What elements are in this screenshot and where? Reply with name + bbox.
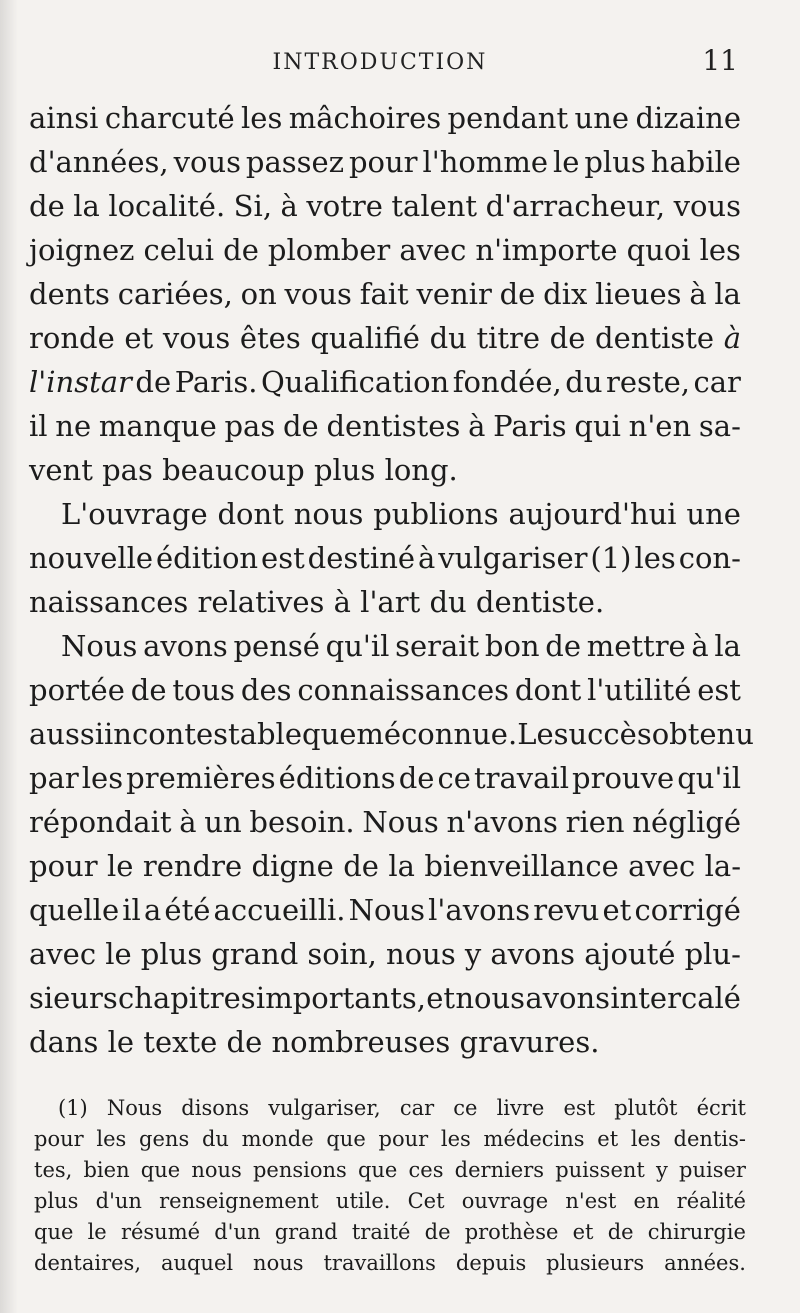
- word: passez: [245, 145, 344, 179]
- word: mâchoires: [288, 101, 442, 135]
- word: en: [633, 1189, 660, 1213]
- word: dix: [543, 277, 588, 311]
- word: la: [714, 629, 741, 663]
- text-line: [29, 1020, 741, 1064]
- word: nous: [293, 497, 364, 531]
- body-text: [29, 96, 754, 1064]
- word: importants,: [255, 981, 426, 1015]
- word: fait: [359, 277, 409, 311]
- word: les: [440, 1127, 471, 1151]
- word: n'avons: [446, 805, 558, 839]
- word: mettre: [586, 629, 686, 663]
- word: dentis-: [673, 1127, 746, 1151]
- word: pensé: [233, 629, 320, 663]
- word: méconnue.: [356, 717, 518, 751]
- word: d'arracheur,: [485, 189, 666, 223]
- word: et: [426, 981, 456, 1015]
- word: avec: [29, 937, 97, 971]
- word: réalité: [676, 1189, 746, 1213]
- word: des: [240, 673, 292, 707]
- word: ce: [453, 1096, 478, 1120]
- word: corrigé: [634, 893, 741, 927]
- word: vulgariser: [438, 541, 588, 575]
- word: lieues: [595, 277, 682, 311]
- word: fondée,: [452, 365, 562, 399]
- word: avec: [399, 233, 467, 267]
- word: on: [240, 277, 277, 311]
- word: chirurgie: [647, 1220, 746, 1244]
- word: bon: [484, 629, 540, 663]
- word: de: [135, 365, 172, 399]
- word: avons: [490, 937, 576, 971]
- word: relatives: [197, 585, 325, 619]
- word: grand: [274, 1220, 338, 1244]
- word: intercalé: [610, 981, 741, 1015]
- word: a: [143, 893, 162, 927]
- word: été: [164, 893, 211, 927]
- text-line: [29, 140, 741, 184]
- word: et: [572, 1220, 594, 1244]
- word: l'utilité: [587, 673, 692, 707]
- word: car: [399, 1096, 435, 1120]
- word: est: [563, 1096, 596, 1120]
- text-line: [29, 624, 741, 668]
- word: une: [574, 101, 630, 135]
- word: est: [261, 541, 305, 575]
- text-line: [29, 228, 741, 272]
- word: sieurs: [29, 981, 118, 1015]
- word: quoi: [626, 233, 691, 267]
- word: que: [302, 717, 357, 751]
- word: les: [241, 101, 283, 135]
- word: depuis: [455, 1251, 527, 1275]
- word: vous: [162, 321, 231, 355]
- word: négligé: [632, 805, 741, 839]
- word: ajouté: [584, 937, 676, 971]
- word: vous: [173, 145, 241, 179]
- word: et: [597, 1127, 619, 1151]
- text-line: [29, 888, 741, 932]
- word: ainsi: [29, 101, 99, 135]
- word: vulgariser,: [268, 1096, 381, 1120]
- word: plomber: [267, 233, 391, 267]
- word: plus: [140, 937, 203, 971]
- word: est: [697, 673, 741, 707]
- word: n'en: [628, 409, 692, 443]
- footnote-line: [34, 1186, 746, 1217]
- word: ne: [55, 409, 92, 443]
- word: dentistes: [326, 409, 461, 443]
- word: talent: [391, 189, 478, 223]
- word: que: [326, 1127, 366, 1151]
- text-line: [29, 448, 741, 492]
- word: L'ouvrage: [61, 497, 208, 531]
- text-line: [29, 536, 741, 580]
- word: rendre: [142, 849, 243, 883]
- word: d'un: [95, 1189, 142, 1213]
- word: les: [630, 1127, 661, 1151]
- word: auquel: [160, 1251, 234, 1275]
- word: de: [398, 761, 435, 795]
- word: dans: [29, 1025, 99, 1059]
- word: de: [343, 849, 379, 883]
- word: de: [223, 233, 259, 267]
- word: de: [424, 1220, 451, 1244]
- word: qu'il: [325, 629, 390, 663]
- word: aussi: [29, 717, 105, 751]
- word: de: [29, 189, 65, 223]
- word: et: [602, 893, 632, 927]
- word: beaucoup: [162, 453, 305, 487]
- word: dentiste.: [475, 585, 605, 619]
- word: y: [656, 1158, 668, 1182]
- word: incontestable: [104, 717, 302, 751]
- word: plusieurs: [546, 1251, 645, 1275]
- word: revu: [533, 893, 600, 927]
- word: bien: [83, 1158, 130, 1182]
- word: la-: [704, 849, 741, 883]
- word: avons: [525, 981, 611, 1015]
- word: joignez: [29, 233, 135, 267]
- word: de: [130, 673, 167, 707]
- word: connaissances: [297, 673, 510, 707]
- word: à: [418, 541, 436, 575]
- word: édition: [156, 541, 259, 575]
- word: il: [29, 409, 48, 443]
- word: l'homme: [422, 145, 549, 179]
- text-line: [29, 580, 741, 624]
- word: quelle: [29, 893, 120, 927]
- word: de: [499, 277, 536, 311]
- word: écrit: [696, 1096, 746, 1120]
- word: manque: [98, 409, 217, 443]
- text-line: [29, 316, 741, 360]
- word: plus: [34, 1189, 79, 1213]
- word: que: [357, 1158, 398, 1182]
- word: grand: [211, 937, 299, 971]
- word: de: [545, 629, 582, 663]
- word: à: [723, 321, 741, 355]
- word: l'art: [360, 585, 421, 619]
- word: et: [124, 321, 154, 355]
- word: qu'il: [677, 761, 741, 795]
- word: Nous: [106, 1096, 163, 1120]
- text-line: [29, 800, 741, 844]
- word: qui: [574, 409, 621, 443]
- word: succès: [553, 717, 652, 751]
- word: de: [226, 1025, 263, 1059]
- text-line: [29, 272, 741, 316]
- text-line: [29, 360, 741, 404]
- word: du: [429, 321, 467, 355]
- word: long.: [384, 453, 458, 487]
- word: y: [464, 937, 482, 971]
- page-number: 11: [702, 44, 738, 77]
- word: les: [699, 233, 741, 267]
- text-line: [29, 932, 741, 976]
- word: dentiste: [595, 321, 715, 355]
- word: Le: [517, 717, 554, 751]
- word: l'avons: [428, 893, 531, 927]
- word: reste,: [606, 365, 690, 399]
- word: besoin.: [249, 805, 355, 839]
- word: dont: [217, 497, 284, 531]
- word: dentaires,: [34, 1251, 141, 1275]
- word: un: [204, 805, 242, 839]
- word: plus: [584, 145, 646, 179]
- word: il: [122, 893, 141, 927]
- word: puiser: [679, 1158, 746, 1182]
- word: nous: [455, 981, 526, 1015]
- word: pensions: [252, 1158, 347, 1182]
- word: dents: [29, 277, 110, 311]
- word: habile: [650, 145, 741, 179]
- word: l'instar: [29, 365, 132, 399]
- word: serait: [395, 629, 480, 663]
- word: nous: [386, 937, 456, 971]
- word: nous: [253, 1251, 304, 1275]
- word: à: [280, 189, 298, 223]
- footnote-line: [34, 1248, 746, 1279]
- word: dizaine: [635, 101, 741, 135]
- word: localité.: [108, 189, 226, 223]
- text-line: [29, 96, 741, 140]
- word: Paris: [493, 409, 567, 443]
- word: travaillons: [323, 1251, 436, 1275]
- footnote-line: [34, 1093, 746, 1124]
- word: du: [429, 585, 467, 619]
- word: à: [468, 409, 486, 443]
- text-line: [29, 404, 741, 448]
- word: soin,: [307, 937, 377, 971]
- word: résumé: [120, 1220, 201, 1244]
- word: de: [549, 321, 586, 355]
- word: n'est: [565, 1189, 617, 1213]
- word: celui: [143, 233, 215, 267]
- word: pas: [102, 453, 153, 487]
- word: le: [552, 145, 580, 179]
- word: gravures.: [459, 1025, 600, 1059]
- footnote-line: [34, 1155, 746, 1186]
- text-line: [29, 492, 741, 536]
- word: le: [107, 1025, 135, 1059]
- word: les: [634, 541, 676, 575]
- word: plus: [313, 453, 376, 487]
- word: Si,: [233, 189, 273, 223]
- text-line: [29, 976, 741, 1020]
- word: prothèse: [464, 1220, 559, 1244]
- word: (1): [590, 541, 632, 575]
- word: Qualification: [260, 365, 450, 399]
- word: les: [96, 1127, 127, 1151]
- word: vent: [29, 453, 93, 487]
- word: charcuté: [104, 101, 235, 135]
- word: à: [179, 805, 197, 839]
- word: ouvrage: [461, 1189, 549, 1213]
- word: avons: [143, 629, 228, 663]
- text-line: [29, 184, 741, 228]
- word: pour: [378, 1127, 429, 1151]
- word: publions: [373, 497, 499, 531]
- text-line: [29, 712, 754, 756]
- text-line: [29, 844, 741, 888]
- word: d'années,: [29, 145, 169, 179]
- word: répondait: [29, 805, 172, 839]
- word: derniers: [454, 1158, 545, 1182]
- word: texte: [143, 1025, 218, 1059]
- word: avec: [628, 849, 696, 883]
- word: le: [106, 849, 134, 883]
- word: plutôt: [614, 1096, 678, 1120]
- word: à: [689, 277, 707, 311]
- word: pas: [224, 409, 276, 443]
- word: vous: [284, 277, 352, 311]
- word: du: [565, 365, 603, 399]
- word: dont: [514, 673, 582, 707]
- word: une: [686, 497, 741, 531]
- word: pendant: [447, 101, 569, 135]
- word: traité: [351, 1220, 411, 1244]
- word: éditions: [278, 761, 396, 795]
- word: le: [87, 1220, 107, 1244]
- word: années.: [664, 1251, 746, 1275]
- word: êtes: [239, 321, 301, 355]
- footnote-line: [34, 1217, 746, 1248]
- word: gens: [139, 1127, 190, 1151]
- word: de: [282, 409, 319, 443]
- word: vous: [673, 189, 741, 223]
- word: travail: [473, 761, 569, 795]
- word: médecins: [483, 1127, 585, 1151]
- word: accueilli.: [213, 893, 346, 927]
- word: ces: [408, 1158, 444, 1182]
- word: prouve: [572, 761, 675, 795]
- word: Cet: [407, 1189, 445, 1213]
- word: Nous: [362, 805, 439, 839]
- word: sa-: [698, 409, 741, 443]
- word: que: [34, 1220, 74, 1244]
- word: chapitres: [118, 981, 256, 1015]
- word: con-: [678, 541, 741, 575]
- word: (1): [58, 1096, 88, 1120]
- word: plu-: [684, 937, 741, 971]
- word: à: [691, 629, 709, 663]
- word: destiné: [307, 541, 416, 575]
- word: portée: [29, 673, 125, 707]
- word: nous: [191, 1158, 242, 1182]
- word: tes,: [34, 1158, 73, 1182]
- word: nouvelle: [29, 541, 154, 575]
- footnote: [34, 1093, 746, 1279]
- footnote-line: [34, 1124, 746, 1155]
- word: qualifié: [310, 321, 420, 355]
- word: à: [333, 585, 351, 619]
- word: cariées,: [117, 277, 233, 311]
- word: du: [201, 1127, 229, 1151]
- word: pour: [348, 145, 418, 179]
- word: titre: [476, 321, 541, 355]
- word: aujourd'hui: [508, 497, 677, 531]
- word: la: [714, 277, 741, 311]
- word: utile.: [335, 1189, 391, 1213]
- word: pour: [34, 1127, 84, 1151]
- word: de: [607, 1220, 634, 1244]
- text-line: [29, 756, 741, 800]
- word: car: [693, 365, 741, 399]
- word: obtenu: [651, 717, 754, 751]
- running-title: INTRODUCTION: [272, 50, 488, 75]
- word: la: [388, 849, 415, 883]
- word: pour: [29, 849, 98, 883]
- word: que: [140, 1158, 181, 1182]
- word: puissent: [555, 1158, 645, 1182]
- word: premières: [126, 761, 276, 795]
- word: naissances: [29, 585, 189, 619]
- word: votre: [306, 189, 383, 223]
- word: tous: [172, 673, 236, 707]
- word: nombreuses: [271, 1025, 451, 1059]
- word: livre: [496, 1096, 545, 1120]
- word: Nous: [61, 629, 138, 663]
- word: rien: [565, 805, 625, 839]
- word: renseignement: [159, 1189, 319, 1213]
- word: venir: [416, 277, 492, 311]
- word: par: [29, 761, 79, 795]
- word: monde: [241, 1127, 314, 1151]
- word: le: [105, 937, 132, 971]
- word: ce: [437, 761, 471, 795]
- word: n'importe: [475, 233, 618, 267]
- word: ronde: [29, 321, 115, 355]
- word: d'un: [214, 1220, 261, 1244]
- word: Nous: [348, 893, 426, 927]
- word: disons: [181, 1096, 250, 1120]
- word: la: [73, 189, 100, 223]
- word: bienveillance: [424, 849, 619, 883]
- word: les: [81, 761, 124, 795]
- text-line: [29, 668, 741, 712]
- word: Paris.: [174, 365, 258, 399]
- word: digne: [251, 849, 334, 883]
